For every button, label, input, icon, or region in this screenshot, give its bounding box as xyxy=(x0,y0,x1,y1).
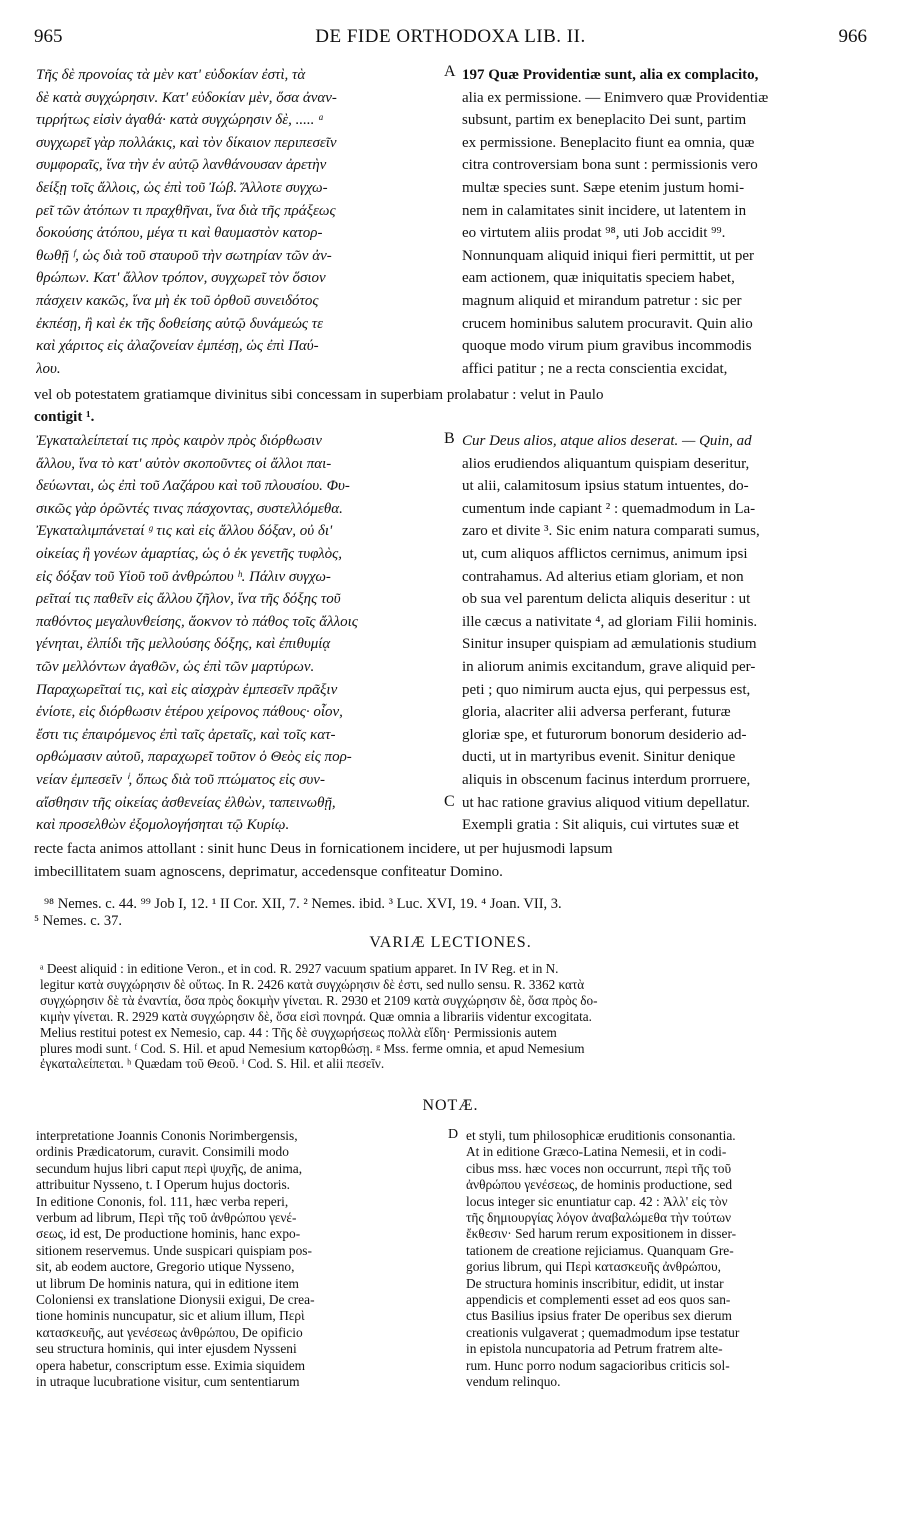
note-line: De structura hominis inscribitur, edidit, ut instar xyxy=(466,1275,724,1291)
latin-text-line: gloria, alacriter alii adversa perferant, futuræ xyxy=(462,704,731,721)
latin-text-line: ut hac ratione gravius aliquod vitium depellatur. xyxy=(462,794,750,811)
full-line-1b: contigit ¹. xyxy=(34,409,95,425)
right-page-number: 966 xyxy=(838,26,867,47)
notae-margin-marker: D xyxy=(448,1127,459,1142)
note-line: ἔκθεσιν· Sed harum rerum expositionem in disser- xyxy=(466,1226,737,1242)
latin-text-line: nem in calamitates sinit incidere, ut latentem in xyxy=(462,202,747,219)
note-line: tationem de creatione rejiciamus. Quanquam Gre- xyxy=(466,1242,734,1258)
note-line: opera habetur, conscriptum esse. Eximia siquidem xyxy=(36,1357,306,1373)
greek-text-line: γένηται, ἐλπίδι τῆς μελλούσης δόξης, καὶ ἐπιθυμίᾳ xyxy=(36,636,331,653)
greek-text-line: ἔστι τις ἐπαιρόμενος ἐπὶ ταῖς ἀρεταῖς, καὶ τοῖς κατ- xyxy=(36,726,336,743)
latin-text-line: eo virtutem aliis prodat ⁹⁸, uti Job accidit ⁹⁹. xyxy=(462,225,726,242)
variant-reading-line: Melius restitui potest ex Nemesio, cap. 44 : Τῆς δὲ συγχωρήσεως πολλὰ εἴδη· Permissionis autem xyxy=(40,1024,557,1040)
latin-text-line: citra controversiam bona sunt : permissionis vero xyxy=(462,157,758,174)
greek-text-line: συγχωρεῖ γὰρ πολλάκις, καὶ τὸν δίκαιον περιπεσεῖν xyxy=(36,134,337,151)
greek-text-line: ρεῖ τῶν ἀτόπων τι πραχθῆναι, ἵνα διὰ τῆς πράξεως xyxy=(36,202,336,219)
note-line: in epistola nuncupatoria ad Petrum fratrem alte- xyxy=(466,1341,723,1357)
latin-text-line: gloriæ spe, et futurorum bonorum desiderio ad- xyxy=(462,726,747,743)
note-line: creationis vulgaverat ; quemadmodum ipse testatur xyxy=(466,1324,740,1340)
latin-text-line: magnum aliquid et mirandum patretur : sic per xyxy=(462,292,742,309)
greek-text-line: πάσχειν κακῶς, ἵνα μὴ ἐκ τοῦ ὀρθοῦ συνειδότος xyxy=(36,292,319,309)
latin-text-line: contrahamus. Ad alterius etiam gloriam, et non xyxy=(462,568,744,585)
left-page-number: 965 xyxy=(34,26,63,47)
latin-text-line: subsunt, partim ex beneplacito Dei sunt, partim xyxy=(462,112,747,129)
latin-text-line: Nonnunquam aliquid iniqui fieri permittit, ut per xyxy=(462,247,755,264)
latin-column-2 xyxy=(462,430,866,837)
latin-text-line: cumentum inde capiant ² : quemadmodum in La- xyxy=(462,500,756,517)
greek-text-line: Παραχωρεῖταί τις, καὶ εἰς αἰσχρὰν ἐμπεσεῖν πρᾶξιν xyxy=(36,681,338,698)
latin-text-line: ex permissione. Beneplacito fiunt ea omnia, quæ xyxy=(462,134,755,151)
variant-reading-line: ἐγκαταλείπεται. ʰ Quædam τοῦ Θεοῦ. ⁱ Cod. S. Hil. et alii πεσεῖν. xyxy=(40,1056,385,1072)
note-line: attribuitur Nysseno, t. I Operum hujus doctoris. xyxy=(36,1177,291,1193)
greek-text-line: τῶν μελλόντων ἀγαθῶν, ὡς ἐπὶ τῶν μαρτύρων. xyxy=(36,658,315,675)
greek-text-line: καὶ χάριτος εἰς ἀλαζονείαν ἐμπέσῃ, ὡς ἐπὶ Παύ- xyxy=(36,338,319,355)
greek-text-line: Ἐγκαταλιμπάνεταί ᵍ τις καὶ εἰς ἄλλου δόξαν, οὐ δι' xyxy=(36,523,333,540)
note-line: σεως, id est, De productione hominis, hanc expo- xyxy=(36,1226,301,1242)
latin-text-line: ut alii, calamitosum ipsius statum intuentes, do- xyxy=(462,478,749,495)
variant-reading-line: ᵃ Deest aliquid : in editione Veron., et in cod. R. 2927 vacuum spatium apparet. In IV Reg. et in N. xyxy=(40,961,559,976)
latin-column-1 xyxy=(462,64,866,380)
greek-text-line: ἄλλου, ἵνα τὸ κατ' αὐτὸν σκοποῦντες οἱ ἄλλοι παι- xyxy=(36,455,332,472)
variant-reading-line: plures modi sunt. ᶠ Cod. S. Hil. et apud Nemesium κατορθώσῃ. ᵍ Mss. ferme omnia, et apud Nemesium xyxy=(40,1040,585,1056)
note-line: secundum hujus libri caput περὶ ψυχῆς, de anima, xyxy=(36,1160,303,1176)
latin-text-line: zaro et divite ³. Sic enim natura comparati sumus, xyxy=(462,523,760,540)
latin-text-line: ut, cum aliquos afflictos cernimus, animum ipsi xyxy=(462,545,748,562)
note-line: At in editione Græco-Latina Nemesii, et in codi- xyxy=(466,1144,727,1160)
variant-reading-line: legitur κατὰ συγχώρησιν δὲ οὕτως. In R. 2426 κατὰ συγχώρησιν δὲ ἐστι, sed nullo sensu. R. 3362 κατὰ xyxy=(40,976,585,992)
greek-text-line: οἰκείας ἢ γονέων ἁμαρτίας, ὡς ὁ ἐκ γενετῆς τυφλὸς, xyxy=(36,545,342,562)
greek-text-line: τιρρήτως εἰσὶν ἀγαθά· κατὰ συγχώρησιν δὲ, ..... ᵃ xyxy=(36,112,325,129)
notae-right-column xyxy=(466,1128,868,1391)
latin-text-line: Sinitur insuper quispiam ad æmulationis studium xyxy=(462,636,757,653)
note-line: appendicis et complementi esset ad eos quos san- xyxy=(466,1292,731,1308)
greek-text-line: ρεῖταί τις παθεῖν εἰς ἄλλου ζῆλον, ἵνα τῆς δόξης τοῦ xyxy=(36,591,341,608)
latin-text-line: quoque modo virum pium gravibus incommodis xyxy=(462,338,752,355)
latin-text-line: affici patitur ; ne a recta conscientia excidat, xyxy=(462,360,728,377)
margin-marker-a: A xyxy=(444,63,456,80)
greek-text-line: Τῆς δὲ προνοίας τὰ μὲν κατ' εὐδοκίαν ἐστὶ, τὰ xyxy=(36,67,306,83)
variae-lectiones-title: VARIÆ LECTIONES. xyxy=(369,934,532,951)
note-line: rum. Hunc porro nodum sagacioribus criticis sol- xyxy=(466,1357,730,1373)
note-line: seu structura hominis, qui inter ejusdem Nysseni xyxy=(36,1341,297,1357)
greek-column-2 xyxy=(36,430,441,837)
note-line: et styli, tum philosophicæ eruditionis consonantia. xyxy=(466,1128,736,1143)
latin-text-line: Cur Deus alios, atque alios deserat. — Quin, ad xyxy=(462,433,752,449)
greek-text-line: δοκούσης ἀτόπου, μέγα τι καὶ θαυμαστὸν κατορ- xyxy=(36,225,323,242)
footnote-line-1: ⁹⁸ Nemes. c. 44. ⁹⁹ Job I, 12. ¹ II Cor. XII, 7. ² Nemes. ibid. ³ Luc. XVI, 19. ⁴ Joan. VII, 3. xyxy=(44,896,562,912)
greek-text-line: λου. xyxy=(36,360,61,377)
footnote-line-2: ⁵ Nemes. c. 37. xyxy=(34,913,123,929)
greek-text-line: δὲ κατὰ συγχώρησιν. Κατ' εὐδοκίαν μὲν, ὅσα ἀναν- xyxy=(36,89,337,106)
note-line: sit, ab eodem auctore, Gregorio utique Nysseno, xyxy=(36,1259,295,1275)
note-line: locus integer sic enuntiatur cap. 42 : Ἀλλ' εἰς τὸν xyxy=(466,1193,728,1209)
latin-text-line: ille cæcus a nativitate ⁴, ad gloriam Filii hominis. xyxy=(462,613,758,630)
greek-text-line: ἐκπέσῃ, ἢ καὶ ἐκ τῆς δοθείσης αὐτῷ δυνάμεώς τε xyxy=(36,315,324,332)
greek-text-line: καὶ προσελθὼν ἐξομολογήσηται τῷ Κυρίῳ. xyxy=(36,817,290,834)
latin-text-line: ducti, ut in martyribus evenit. Sinitur denique xyxy=(462,749,736,766)
full-line-3: imbecillitatem suam agnoscens, deprimatur, accedensque confiteatur Domino. xyxy=(34,864,503,880)
note-line: sitionem reservemus. Unde suspicari quispiam pos- xyxy=(36,1242,312,1258)
latin-text-line: peti ; quo nimirum aucta ejus, qui perpessus est, xyxy=(462,681,751,698)
note-line: In editione Cononis, fol. 111, hæc verba reperi, xyxy=(36,1193,289,1209)
greek-column-1 xyxy=(36,64,441,380)
greek-text-line: ορθώμασιν αὐτοῦ, παραχωρεῖ τοῦτον ὁ Θεὸς εἰς πορ- xyxy=(36,749,352,766)
latin-text-line: crucem hominibus salutem procuravit. Quin alio xyxy=(462,315,753,332)
note-line: vendum relinquo. xyxy=(466,1374,561,1390)
note-line: tione hominis nuncupatur, sic et alium illum, Περὶ xyxy=(36,1308,305,1324)
page-title: DE FIDE ORTHODOXA LIB. II. xyxy=(315,26,586,47)
latin-text-line: alia ex permissione. — Enimvero quæ Providentiæ xyxy=(462,89,769,106)
greek-text-line: θρώπων. Κατ' ἄλλον τρόπον, συγχωρεῖ τὸν ὅσιον xyxy=(36,270,326,287)
latin-text-line: eam actionem, quæ iniquitatis speciem habet, xyxy=(462,270,735,287)
greek-text-line: σικῶς γὰρ ὁρῶντές τινας πάσχοντας, συστελλόμεθα. xyxy=(36,500,343,517)
notae-left-column xyxy=(36,1128,442,1391)
note-line: gorius librum, qui Περὶ κατασκευῆς ἀνθρώπου, xyxy=(466,1259,721,1275)
latin-text-line: Exempli gratia : Sit aliquis, cui virtutes suæ et xyxy=(462,817,740,834)
latin-text-line: aliquis in obscenum facinus interdum prorruere, xyxy=(462,771,751,788)
latin-text-line: 197 Quæ Providentiæ sunt, alia ex complacito, xyxy=(462,67,759,83)
greek-text-line: θωθῇ ᶠ, ὡς διὰ τοῦ σταυροῦ τὴν σωτηρίαν τῶν ἀν- xyxy=(36,247,332,264)
margin-marker-b: B xyxy=(444,430,455,447)
note-line: τῆς δημιουργίας λόγον ἀναβαλώμεθα τὴν τούτων xyxy=(466,1210,732,1226)
greek-text-line: δεύωνται, ὡς ἐπὶ τοῦ Λαζάρου καὶ τοῦ πλουσίου. Φυ- xyxy=(36,478,350,495)
greek-text-line: ἐνίοτε, εἰς διόρθωσιν ἑτέρου χείρονος πάθους· οἷον, xyxy=(36,704,343,721)
note-line: in utraque lucubratione visitur, cum sententiarum xyxy=(36,1374,300,1390)
note-line: interpretatione Joannis Cononis Norimbergensis, xyxy=(36,1128,298,1143)
note-line: verbum ad librum, Περὶ τῆς τοῦ ἀνθρώπου γενέ- xyxy=(36,1210,297,1226)
variae-lectiones xyxy=(40,961,868,1072)
full-line-2: recte facta animos attollant : sinit hunc Deus in fornicationem incidere, ut per hujusmodi lapsum xyxy=(34,841,613,857)
running-header xyxy=(34,26,867,52)
full-line-1: vel ob potestatem gratiamque divinitus sibi concessam in superbiam prolabatur : velut in Paulo xyxy=(34,387,604,403)
note-line: ctus Basilius ipsius frater De operibus sex dierum xyxy=(466,1308,732,1324)
greek-text-line: δείξῃ τοῖς ἄλλοις, ὡς ἐπὶ τοῦ Ἰώβ. Ἄλλοτε συγχω- xyxy=(36,179,328,196)
greek-text-line: Ἐγκαταλείπεταί τις πρὸς καιρὸν πρὸς διόρθωσιν xyxy=(36,433,322,449)
greek-text-line: συμφοραῖς, ἵνα τὴν ἐν αὐτῷ λανθάνουσαν ἀρετὴν xyxy=(36,157,327,174)
note-line: κατασκευῆς, aut γενέσεως ἀνθρώπου, De opificio xyxy=(36,1324,303,1340)
note-line: Coloniensi ex translatione Dionysii exigui, De crea- xyxy=(36,1292,315,1308)
latin-text-line: alios erudiendos aliquantum quispiam deseritur, xyxy=(462,455,750,472)
greek-text-line: εἰς δόξαν τοῦ Υἱοῦ τοῦ ἀνθρώπου ʰ. Πάλιν συγχω- xyxy=(36,568,331,585)
greek-text-line: παθόντος μεγαλυνθείσης, ἄοκνον τὸ πάθος τοῖς ἄλλοις xyxy=(36,613,358,630)
greek-text-line: νείαν ἐμπεσεῖν ⁱ, ὅπως διὰ τοῦ πτώματος εἰς συν- xyxy=(36,771,325,788)
latin-text-line: in aliorum animis excitandum, grave aliquid per- xyxy=(462,658,756,675)
note-line: ut librum De hominis natura, qui in editione item xyxy=(36,1275,299,1291)
notae-title: NOTÆ. xyxy=(422,1097,479,1114)
note-line: ἀνθρώπου γενέσεως, de hominis productione, sed xyxy=(466,1177,733,1193)
variant-reading-line: κιμὴν γίνεται. R. 2929 κατὰ συγχώρησιν δὲ, ὅσα εἰσὶ πονηρά. Quæ omnia a librariis videntur excogitata. xyxy=(40,1008,592,1024)
latin-text-line: ob sua vel parentum delicta aliquis deseritur : ut xyxy=(462,591,751,608)
greek-text-line: αἴσθησιν τῆς οἰκείας ἀσθενείας ἐλθὼν, ταπεινωθῇ, xyxy=(36,794,336,811)
margin-marker-c: C xyxy=(444,793,455,810)
note-line: cibus mss. hæc voces non occurrunt, περὶ τῆς τοῦ xyxy=(466,1160,732,1176)
variant-reading-line: συγχώρησιν δὲ τὰ ἐναντία, ὅσα πρὸς δοκιμὴν γίνεται. R. 2930 et 2109 κατὰ συγχώρησιν δὲ, ὅσα πρὸς δο- xyxy=(40,992,598,1008)
latin-text-line: multæ species sunt. Sæpe etenim justum homi- xyxy=(462,179,745,196)
note-line: ordinis Prædicatorum, curavit. Consimili modo xyxy=(36,1144,289,1160)
